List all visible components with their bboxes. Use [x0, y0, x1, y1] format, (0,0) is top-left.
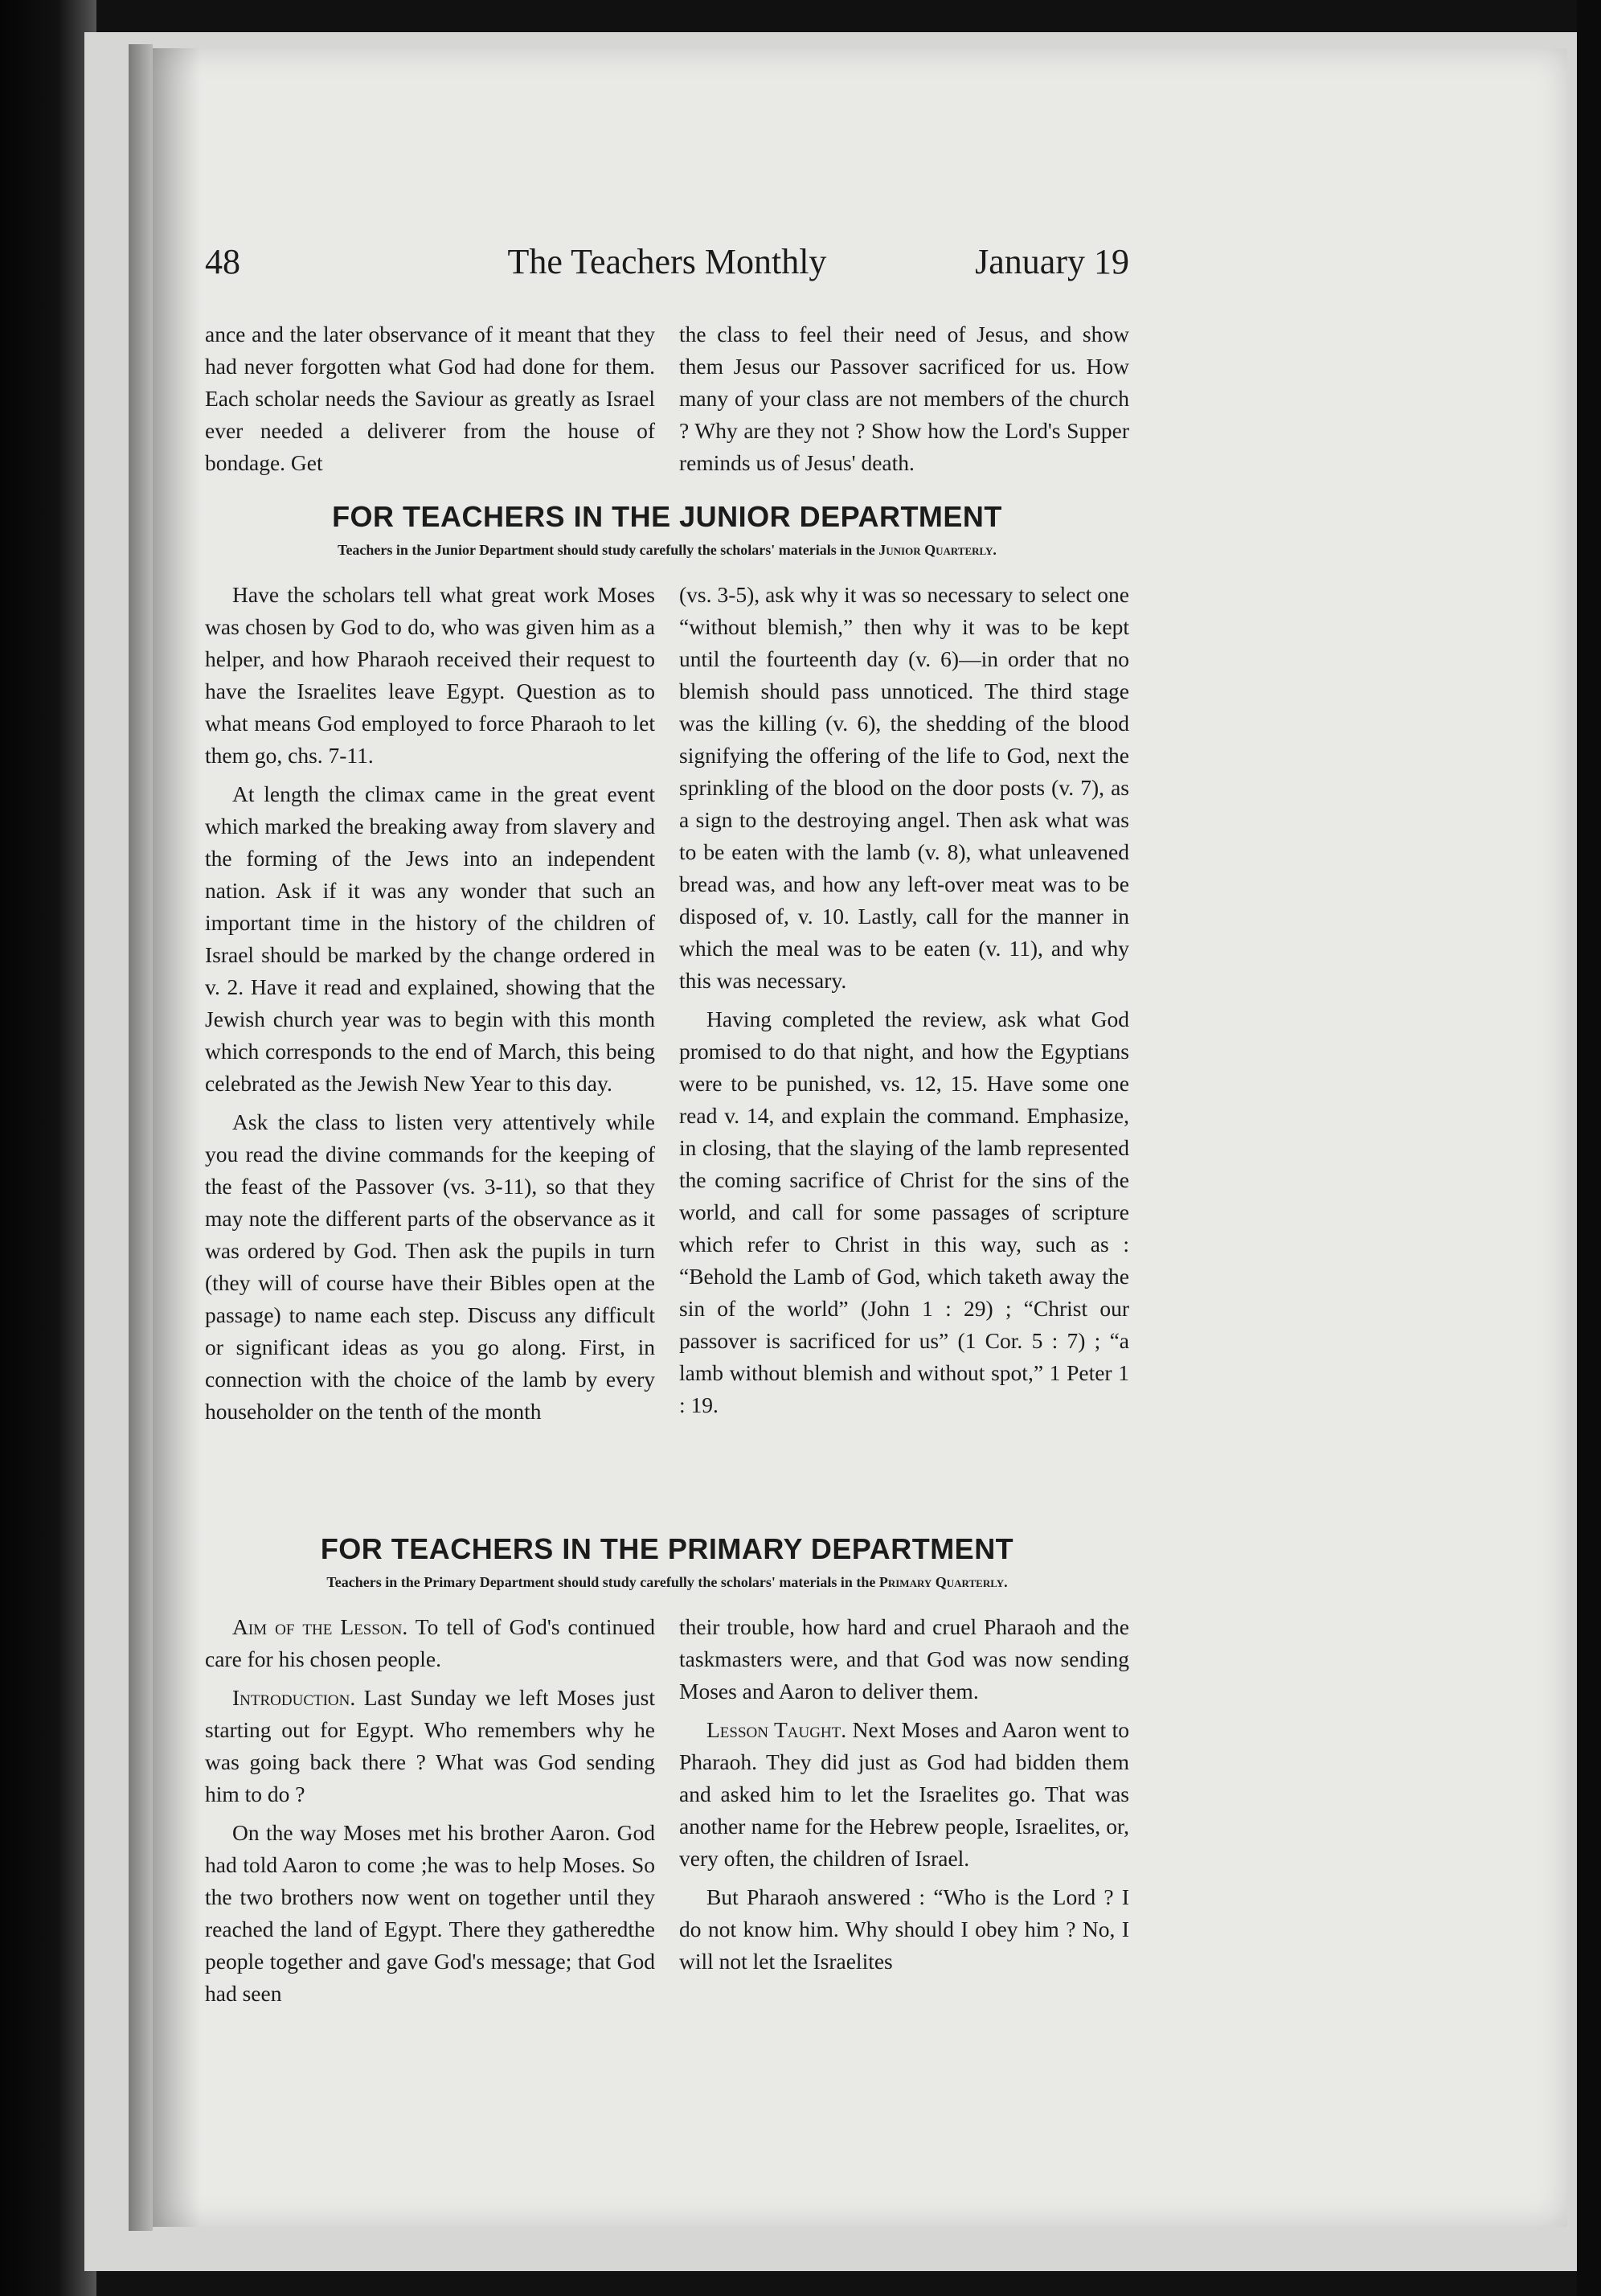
junior-columns: [205, 579, 1129, 1428]
introduction-paragraph: [205, 1682, 655, 1810]
top-right-column: [679, 318, 1129, 479]
primary-left-column: [205, 1611, 655, 2010]
primary-columns: [205, 1611, 1129, 2010]
junior-right-column: [679, 579, 1129, 1428]
issue-date: January 19: [975, 242, 1129, 281]
aim-label: Aim of the Lesson.: [232, 1614, 408, 1639]
junior-paragraph: Have the scholars tell what great work Moses was chosen by God to do, who was given him as a helper, and how Pharaoh received their request to have the Israelites leave Egypt. Question as to what means God employed to force Pharaoh to let them go, chs. 7-11.: [205, 582, 655, 768]
top-left-column: [205, 318, 655, 479]
publication-title: The Teachers Monthly: [507, 242, 827, 281]
spine-shadow: [153, 48, 201, 2227]
primary-paragraph: But Pharaoh answered : “Who is the Lord ? I do not know him. Why should I obey him ? No, I will not let the Israelites: [679, 1884, 1129, 1974]
junior-paragraph: Ask the class to listen very attentively while you read the divine commands for the keeping of the feast of the Passover (vs. 3-11), so that they may note the different parts of the observance as it was ordered by God. Then ask the pupils in turn (they will of course have their Bibles open at the passage) to name each step. Discuss any difficult or significant ideas as you go along. First, in connection with the choice of the lamb by every householder on the tenth of the month: [205, 1109, 655, 1424]
page-gutter: [129, 44, 153, 2231]
primary-subheading-lead: Teachers in the Primary Department should study carefully the scholars' materials in the: [326, 1574, 876, 1590]
junior-department-heading: FOR TEACHERS IN THE JUNIOR DEPARTMENT: [332, 500, 1002, 533]
primary-paragraph: their trouble, how hard and cruel Pharaoh and the taskmasters were, and that God was now sending Moses and Aaron to deliver them.: [679, 1614, 1129, 1704]
top-left-text: ance and the later observance of it meant that they had never forgotten what God had done for them. Each scholar needs the Saviour as greatly as Israel ever needed a deliverer from the house of bondage. Get: [205, 322, 655, 475]
lesson-taught-label: Lesson Taught.: [706, 1717, 847, 1742]
page-number: 48: [205, 242, 240, 281]
primary-department-heading: FOR TEACHERS IN THE PRIMARY DEPARTMENT: [320, 1532, 1014, 1565]
junior-quarterly-name: Junior Quarterly.: [878, 542, 997, 558]
junior-department-subheading: [205, 542, 1129, 559]
primary-paragraph: On the way Moses met his brother Aaron. God had told Aaron to come ;he was to help Moses. So the two brothers now went on together until they reached the land of Egypt. There they gatheredthe people together and gave God's message; that God had seen: [205, 1820, 655, 2006]
junior-subheading-lead: Teachers in the Junior Department should study carefully the scholars' materials in the: [338, 542, 875, 558]
junior-paragraph: Having completed the review, ask what God promised to do that night, and how the Egyptians were to be punished, vs. 12, 15. Have some one read v. 14, and explain the command. Emphasize, in closing, that the slaying of the lamb represented the coming sacrifice of Christ for the sins of the world, and call for some passages of scripture which refer to Christ in this way, such as : “Behold the Lamb of God, which taketh away the sin of the world” (John 1 : 29) ; “Christ our passover is sacrificed for us” (1 Cor. 5 : 7) ; “a lamb without blemish and without spot,” 1 Peter 1 : 19.: [679, 1007, 1129, 1417]
introduction-text: Last Sunday we left Moses just starting out for Egypt. Who remembers why he was going back there ? What was God sending him to do ?: [205, 1685, 656, 1806]
top-columns: [205, 318, 1129, 479]
introduction-label: Introduction.: [232, 1685, 356, 1710]
primary-right-column: [679, 1611, 1129, 2010]
junior-paragraph: At length the climax came in the great event which marked the breaking away from slavery and the forming of the Jews into an independent nation. Ask if it was any wonder that such an important time in the history of the children of Israel should be marked by the change ordered in v. 2. Have it read and explained, showing that the Jewish church year was to begin with this month which corresponds to the end of March, this being celebrated as the Jewish New Year to this day.: [205, 781, 655, 1096]
scan-border-left: [0, 0, 96, 2296]
scan-border-right: [1577, 0, 1601, 2296]
lesson-taught-text: Next Moses and Aaron went to Pharaoh. They did just as God had bidden them and asked him to let the Israelites go. That was another name for the Hebrew people, Israelites, or, very often, the children of Israel.: [679, 1717, 1130, 1871]
primary-department-subheading: [205, 1574, 1129, 1591]
lesson-taught-paragraph: [679, 1714, 1129, 1875]
aim-paragraph: [205, 1611, 655, 1675]
aim-text: To tell of God's continued care for his chosen people.: [205, 1614, 655, 1671]
primary-quarterly-name: Primary Quarterly.: [878, 1574, 1008, 1590]
junior-paragraph: (vs. 3-5), ask why it was so necessary to select one “without blemish,” then why it was to be kept until the fourteenth day (v. 6)—in order that no blemish should pass unnoticed. The third stage was the killing (v. 6), the shedding of the blood signifying the offering of the life to God, next the sprinkling of the blood on the door posts (v. 7), as a sign to the destroying angel. Then ask what was to be eaten with the lamb (v. 8), what unleavened bread was, and how any left-over meat was to be disposed of, v. 10. Lastly, call for the manner in which the meal was to be eaten (v. 11), and why this was necessary.: [679, 582, 1129, 993]
running-head: [205, 241, 1129, 297]
junior-left-column: [205, 579, 655, 1428]
top-right-text: the class to feel their need of Jesus, and show them Jesus our Passover sacrificed for us. How many of your class are not members of the church ? Why are they not ? Show how the Lord's Supper reminds us of Jesus' death.: [679, 322, 1129, 475]
